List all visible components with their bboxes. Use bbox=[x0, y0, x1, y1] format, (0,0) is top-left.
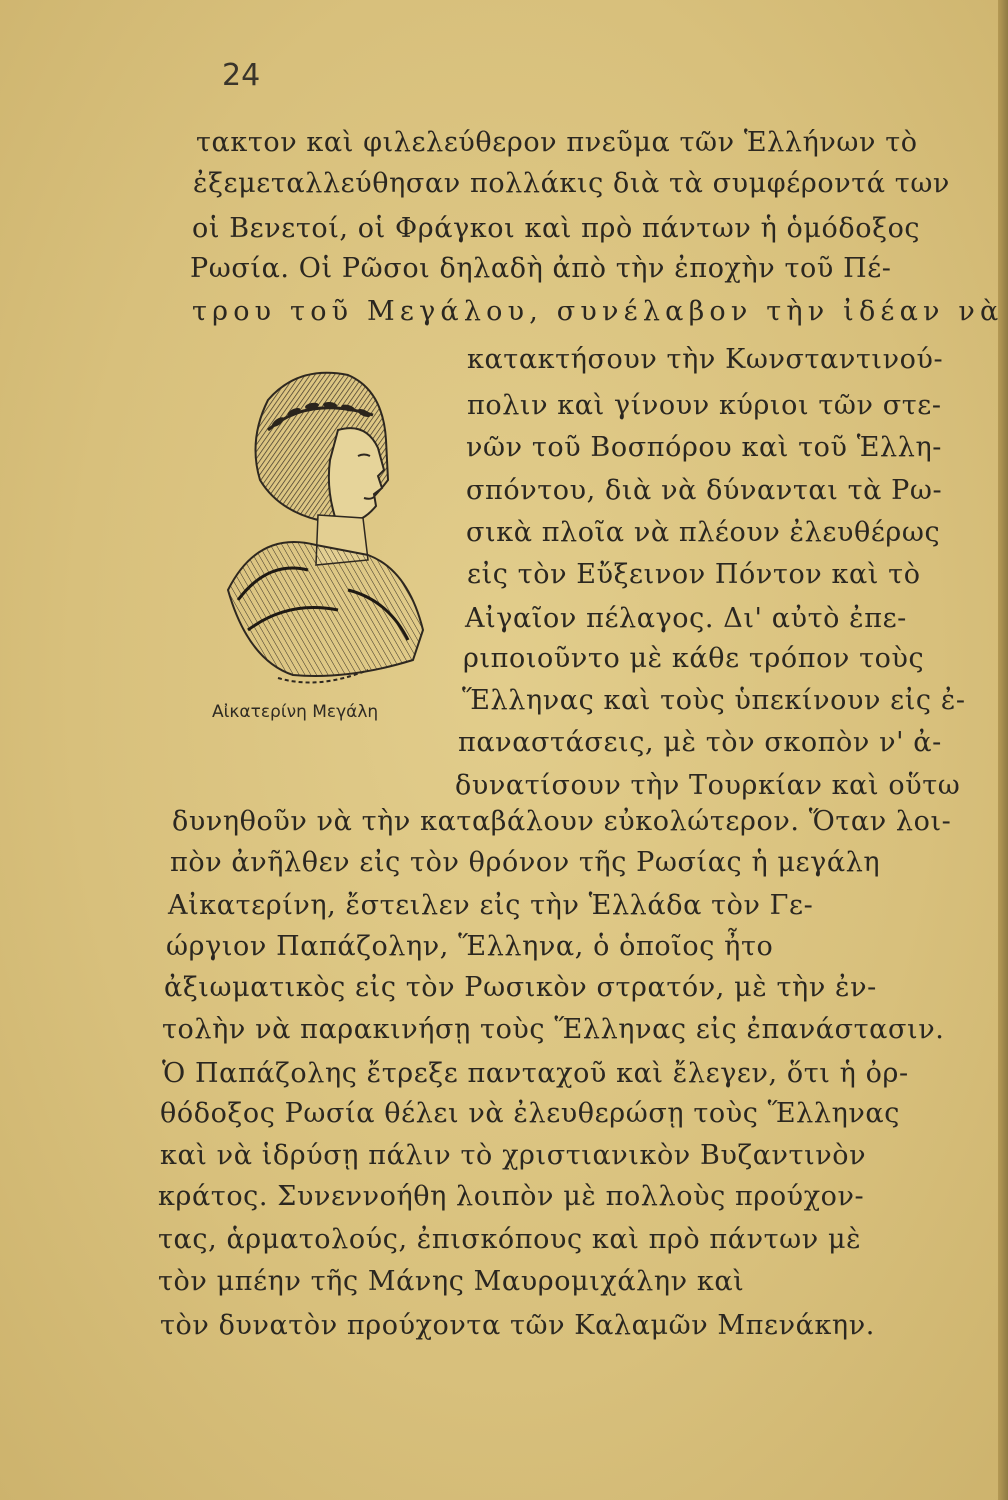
figure-caption: Αἰκατερίνη Μεγάλη bbox=[212, 702, 379, 722]
text-line: κατακτήσουν τὴν Κωνσταντινού- bbox=[467, 344, 944, 375]
portrait-engraving-icon bbox=[198, 360, 438, 700]
text-line: θόδοξος Ρωσία θέλει νὰ ἐλευθερώσῃ τοὺς Ἕλληνας bbox=[160, 1098, 900, 1129]
text-line: δυνατίσουν τὴν Τουρκίαν καὶ οὕτω bbox=[455, 770, 961, 801]
page-edge bbox=[998, 0, 1008, 1500]
text-line: σικὰ πλοῖα νὰ πλέουν ἐλευθέρως bbox=[466, 517, 941, 548]
text-line: τολὴν νὰ παρακινήσῃ τοὺς Ἕλληνας εἰς ἐπανάστασιν. bbox=[162, 1014, 945, 1045]
text-line: δυνηθοῦν νὰ τὴν καταβάλουν εὐκολώτερον. Ὅταν λοι- bbox=[172, 806, 952, 837]
text-line: νῶν τοῦ Βοσπόρου καὶ τοῦ Ἑλλη- bbox=[466, 432, 942, 463]
text-line: κράτος. Συνεννοήθη λοιπὸν μὲ πολλοὺς προύχον- bbox=[158, 1181, 865, 1212]
text-line: Ἕλληνας καὶ τοὺς ὑπεκίνουν εἰς ἐ- bbox=[462, 685, 966, 716]
text-line: οἱ Βενετοί, οἱ Φράγκοι καὶ πρὸ πάντων ἡ ὁμόδοξος bbox=[192, 213, 921, 244]
text-line: τρου τοῦ Μεγάλου, συνέλαβον τὴν ἰδέαν νὰ bbox=[192, 296, 1004, 327]
text-line: σπόντου, διὰ νὰ δύνανται τὰ Ρω- bbox=[466, 475, 943, 506]
text-line: εἰς τὸν Εὔξεινον Πόντον καὶ τὸ bbox=[467, 559, 921, 590]
text-line: πολιν καὶ γίνουν κύριοι τῶν στε- bbox=[467, 390, 942, 421]
text-line: ἀξιωματικὸς εἰς τὸν Ρωσικὸν στρατόν, μὲ τὴν ἐν- bbox=[164, 972, 877, 1003]
text-line: Αἰγαῖον πέλαγος. Δι' αὐτὸ ἐπε- bbox=[465, 603, 907, 634]
text-line: τὸν δυνατὸν προύχοντα τῶν Καλαμῶν Μπενάκην. bbox=[160, 1310, 875, 1341]
text-line: Ὁ Παπάζολης ἔτρεξε πανταχοῦ καὶ ἔλεγεν, ὅτι ἡ ὀρ- bbox=[162, 1058, 909, 1089]
text-line: τας, ἁρματολούς, ἐπισκόπους καὶ πρὸ πάντων μὲ bbox=[158, 1224, 862, 1255]
text-line: καὶ νὰ ἱδρύσῃ πάλιν τὸ χριστιανικὸν Βυζαντινὸν bbox=[160, 1140, 867, 1171]
page-number: 24 bbox=[222, 58, 261, 93]
text-line: ριποιοῦντο μὲ κάθε τρόπον τοὺς bbox=[463, 643, 925, 674]
text-line: ἐξεμεταλλεύθησαν πολλάκις διὰ τὰ συμφέροντά των bbox=[193, 168, 950, 199]
text-line: Ρωσία. Οἱ Ρῶσοι δηλαδὴ ἀπὸ τὴν ἐποχὴν τοῦ Πέ- bbox=[190, 253, 892, 284]
text-line: Αἰκατερίνη, ἔστειλεν εἰς τὴν Ἑλλάδα τὸν Γε- bbox=[168, 890, 814, 921]
text-line: πὸν ἀνῆλθεν εἰς τὸν θρόνον τῆς Ρωσίας ἡ μεγάλη bbox=[170, 847, 881, 878]
text-line: παναστάσεις, μὲ τὸν σκοπὸν ν' ἀ- bbox=[458, 727, 942, 758]
text-line: ώργιον Παπάζολην, Ἕλληνα, ὁ ὁποῖος ἦτο bbox=[166, 931, 774, 962]
text-line: τὸν μπέην τῆς Μάνης Μαυρομιχάλην καὶ bbox=[158, 1266, 745, 1297]
text-line: τακτον καὶ φιλελεύθερον πνεῦμα τῶν Ἑλλήνων τὸ bbox=[196, 127, 918, 158]
